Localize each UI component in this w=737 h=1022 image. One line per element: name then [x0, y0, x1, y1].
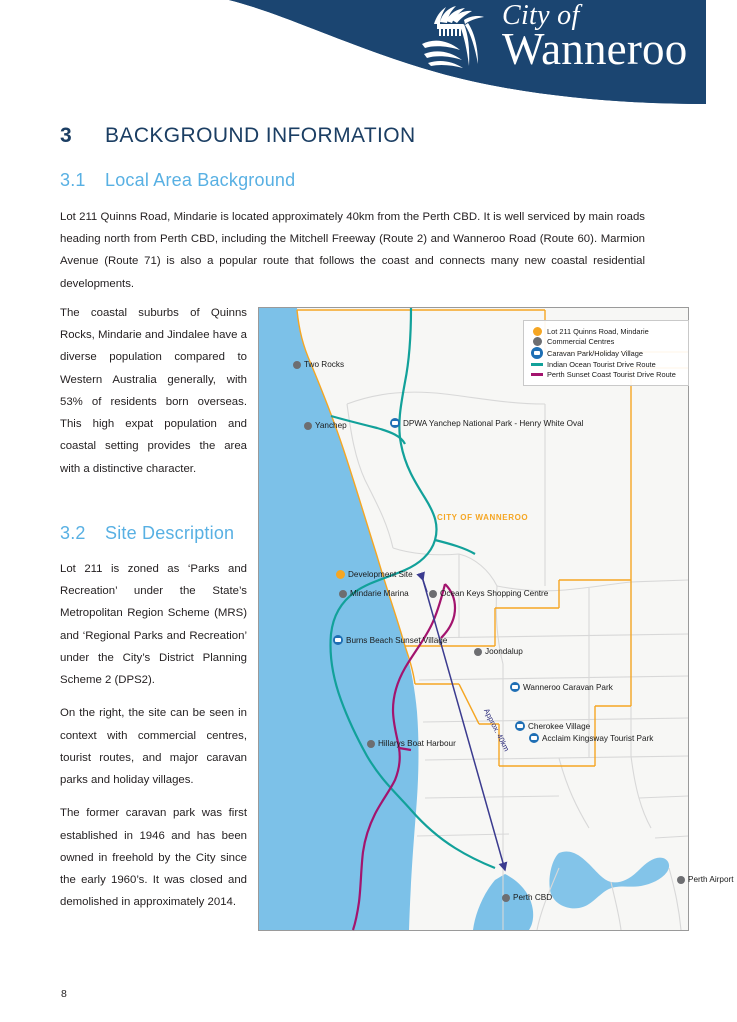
grasstree-emblem-icon	[420, 4, 498, 72]
teal-line-icon	[530, 363, 544, 366]
grey-dot-icon	[677, 876, 685, 884]
legend-label: Lot 211 Quinns Road, Mindarie	[547, 327, 649, 336]
map-label-yanchep: Yanchep	[304, 421, 350, 430]
map-label-two-rocks: Two Rocks	[293, 360, 347, 369]
header-banner	[0, 0, 706, 104]
map-label-mindarie-marina: Mindarie Marina	[339, 589, 412, 598]
sub1-title: Local Area Background	[105, 170, 296, 190]
section-number: 3	[60, 124, 73, 147]
context-map[interactable]	[258, 307, 734, 931]
caravan-icon	[515, 721, 525, 731]
legend-label: Commercial Centres	[547, 337, 615, 346]
page-title	[60, 124, 416, 148]
map-label-burns-beach: Burns Beach Sunset Village	[333, 635, 450, 645]
grey-dot-icon	[474, 648, 482, 656]
map-legend	[523, 320, 689, 386]
grey-dot-icon	[339, 590, 347, 598]
legend-item-indian-ocean-route	[530, 360, 682, 369]
section-title: BACKGROUND INFORMATION	[105, 124, 416, 147]
map-label-yanchep-national-park: DPWA Yanchep National Park - Henry White Oval	[390, 418, 587, 428]
intro-paragraph: Lot 211 Quinns Road, Mindarie is located approximately 40km from the Perth CBD. It is well serviced by main roads heading north from Perth CBD, including the Mitchell Freeway (Route 2) and Wanneroo Road (Route 60). Marmion Avenue (Route 71) is also a popular route that follows the coast and connects many new coastal residential developments.	[60, 211, 645, 290]
left-column-site	[60, 558, 247, 925]
grey-dot-icon	[429, 590, 437, 598]
subheading-local-area	[60, 170, 295, 191]
map-label-ocean-keys: Ocean Keys Shopping Centre	[429, 589, 551, 598]
map-label-hillarys-boat-harbour: Hillarys Boat Harbour	[367, 739, 459, 748]
caravan-icon	[333, 635, 343, 645]
orange-dot-icon	[336, 570, 345, 579]
grey-dot-icon	[502, 894, 510, 902]
city-logo	[420, 0, 688, 75]
paragraph-local-1: The coastal suburbs of Quinns Rocks, Mindarie and Jindalee have a diverse population compared to Western Australia generally, with 53% of residents born overseas. This high expat population and coastal setting provides the area with a distinctive character.	[60, 307, 247, 475]
map-distance-label: Approx. 40km	[481, 707, 512, 753]
magenta-line-icon	[530, 373, 544, 376]
paragraph-site-2: On the right, the site can be seen in context with commercial centres, tourist routes, and major caravan parks and holiday villages.	[60, 707, 247, 787]
logo-line-2: Wanneroo	[502, 24, 688, 75]
map-label-perth-airport: Perth Airport	[677, 875, 737, 884]
paragraph-site-1: Lot 211 is zoned as ‘Parks and Recreation’ under the State’s Metropolitan Region Scheme (MRS) and ‘Regional Parks and Recreation’ under the City’s District Planning Scheme 2 (DPS2).	[60, 563, 247, 687]
sub1-number: 3.1	[60, 170, 86, 190]
legend-item-lot211	[530, 327, 682, 336]
grey-dot-icon	[530, 337, 544, 346]
caravan-icon	[530, 347, 544, 359]
orange-dot-icon	[530, 327, 544, 336]
legend-item-sunset-coast-route	[530, 370, 682, 379]
legend-item-caravan	[530, 347, 682, 359]
map-label-joondalup: Joondalup	[474, 647, 526, 656]
map-label-cherokee-village: Cherokee Village	[515, 721, 593, 731]
logo-line-1: City of	[502, 0, 580, 31]
sub2-title: Site Description	[105, 523, 235, 543]
legend-label: Perth Sunset Coast Tourist Drive Route	[547, 370, 676, 379]
map-area-label: CITY OF WANNEROO	[437, 513, 529, 522]
legend-label: Indian Ocean Tourist Drive Route	[547, 360, 656, 369]
map-label-wanneroo-caravan-park: Wanneroo Caravan Park	[510, 682, 616, 692]
grey-dot-icon	[367, 740, 375, 748]
caravan-icon	[510, 682, 520, 692]
map-graphic	[259, 308, 688, 930]
map-label-development-site: Development Site	[336, 570, 416, 579]
grey-dot-icon	[293, 361, 301, 369]
map-label-acclaim-kingsway: Acclaim Kingsway Tourist Park	[529, 733, 656, 743]
caravan-icon	[529, 733, 539, 743]
left-column-local	[60, 302, 247, 491]
page-number: 8	[61, 988, 67, 1000]
legend-label: Caravan Park/Holiday Village	[547, 348, 643, 358]
legend-item-commercial	[530, 337, 682, 346]
caravan-icon	[390, 418, 400, 428]
sub2-number: 3.2	[60, 523, 86, 543]
subheading-site-description	[60, 523, 234, 544]
grey-dot-icon	[304, 422, 312, 430]
paragraph-site-3: The former caravan park was first established in 1946 and has been owned in freehold by the City since the early 1960’s. It was closed and demolished in approximately 2014.	[60, 807, 247, 909]
map-label-perth-cbd: Perth CBD	[502, 893, 555, 902]
